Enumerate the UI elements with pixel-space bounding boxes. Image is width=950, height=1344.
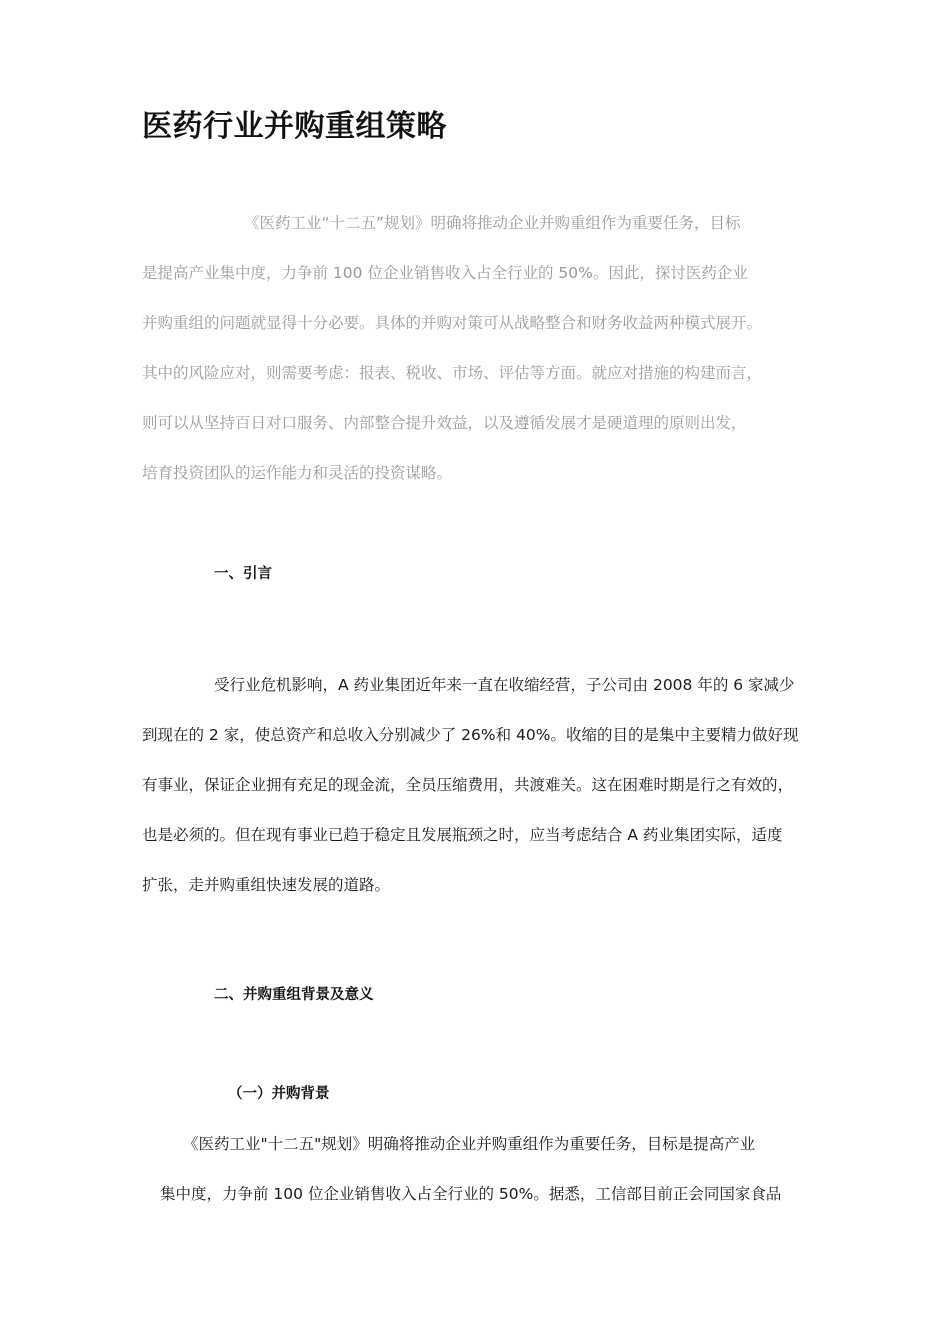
- subsection-heading-merger-background: （一）并购背景: [228, 1086, 330, 1102]
- abstract-line: 并购重组的问题就显得十分必要。具体的并购对策可从战略整合和财务收益两种模式展开。: [142, 314, 763, 332]
- paragraph-line: 到现在的 2 家，使总资产和总收入分别减少了 26%和 40%。收缩的目的是集中主要精力做好现: [142, 726, 799, 744]
- paragraph-line: 扩张，走并购重组快速发展的道路。: [142, 876, 391, 894]
- section-heading-introduction: 一、引言: [214, 566, 272, 582]
- abstract-line: 培育投资团队的运作能力和灵活的投资谋略。: [142, 464, 453, 482]
- section-heading-background: 二、并购重组背景及意义: [214, 987, 374, 1003]
- document-title: 医药行业并购重组策略: [142, 109, 447, 144]
- paragraph-line: 受行业危机影响，A 药业集团近年来一直在收缩经营，子公司由 2008 年的 6 家减少: [214, 676, 795, 694]
- paragraph-line: 集中度，力争前 100 位企业销售收入占全行业的 50%。据悉，工信部目前正会同国家食品: [160, 1185, 782, 1203]
- abstract-line: 《医药工业“十二五”规划》明确将推动企业并购重组作为重要任务，目标: [244, 214, 741, 232]
- abstract-line: 则可以从坚持百日对口服务、内部整合提升效益，以及遵循发展才是硬道理的原则出发，: [142, 414, 747, 432]
- paragraph-line: 《医药工业"十二五"规划》明确将推动企业并购重组作为重要任务，目标是提高产业: [183, 1135, 756, 1153]
- abstract-line: 是提高产业集中度，力争前 100 位企业销售收入占全行业的 50%。因此，探讨医药企业: [142, 264, 748, 282]
- paragraph-line: 也是必须的。但在现有事业已趋于稳定且发展瓶颈之时，应当考虑结合 A 药业集团实际，适度: [142, 826, 783, 844]
- abstract-line: 其中的风险应对，则需要考虑：报表、税收、市场、评估等方面。就应对措施的构建而言，: [142, 364, 763, 382]
- paragraph-line: 有事业，保证企业拥有充足的现金流，全员压缩费用，共渡难关。这在困难时期是行之有效的，: [142, 776, 794, 794]
